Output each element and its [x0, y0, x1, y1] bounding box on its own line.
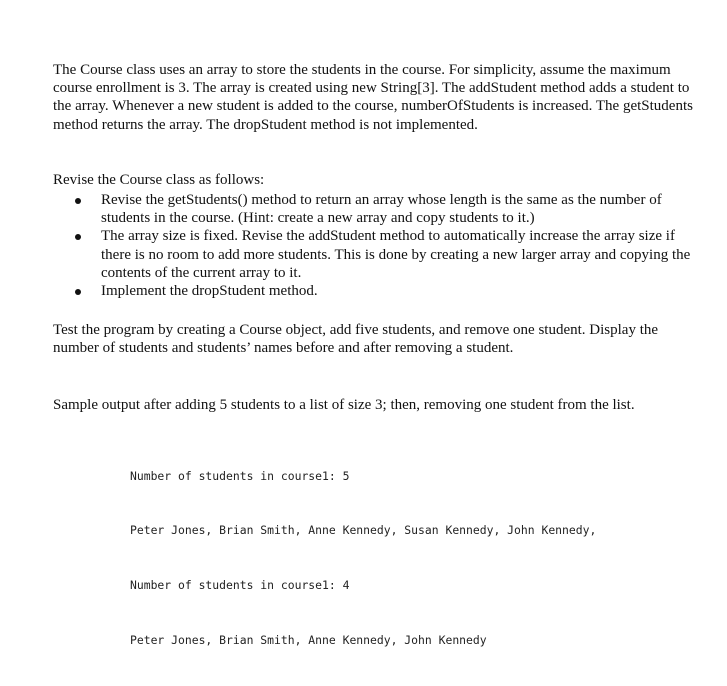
- output-line: Peter Jones, Brian Smith, Anne Kennedy, John Kennedy: [130, 633, 487, 648]
- list-item-text: Implement the dropStudent method.: [101, 283, 318, 300]
- revision-list: [53, 191, 693, 300]
- bullet-icon: [75, 198, 81, 204]
- output-line: Peter Jones, Brian Smith, Anne Kennedy, Susan Kennedy, John Kennedy,: [130, 523, 597, 538]
- output-line: Number of students in course1: 4: [130, 578, 350, 593]
- bullet-icon: [75, 289, 81, 295]
- revise-heading: Revise the Course class as follows:: [53, 172, 265, 188]
- sample-output-caption: Sample output after adding 5 students to a list of size 3; then, removing one student from the list.: [53, 397, 635, 413]
- bullet-icon: [75, 234, 81, 240]
- list-item-text: The array size is fixed. Revise the addStudent method to automatically increase the array size if there is no room to add more students. This is done by creating a new larger array and copying the contents of the current array to it.: [101, 228, 691, 281]
- list-item: [53, 282, 693, 300]
- test-paragraph: Test the program by creating a Course object, add five students, and remove one student. Display the number of students and students’ names before and after removing a student.: [53, 322, 659, 357]
- list-item: [53, 227, 693, 282]
- list-item: [53, 191, 693, 227]
- intro-paragraph: The Course class uses an array to store the students in the course. For simplicity, assume the maximum course enrollment is 3. The array is created using new String[3]. The addStudent method adds a student to the array. Whenever a new student is added to the course, numberOfStudents is increased. The getStudents method returns the array. The dropStudent method is not implemented.: [53, 62, 693, 133]
- sample-output-block: [130, 430, 690, 686]
- output-line: Number of students in course1: 5: [130, 468, 350, 483]
- list-item-text: Revise the getStudents() method to return an array whose length is the same as the number of students in the course. (Hint: create a new array and copy students to it.): [101, 192, 662, 227]
